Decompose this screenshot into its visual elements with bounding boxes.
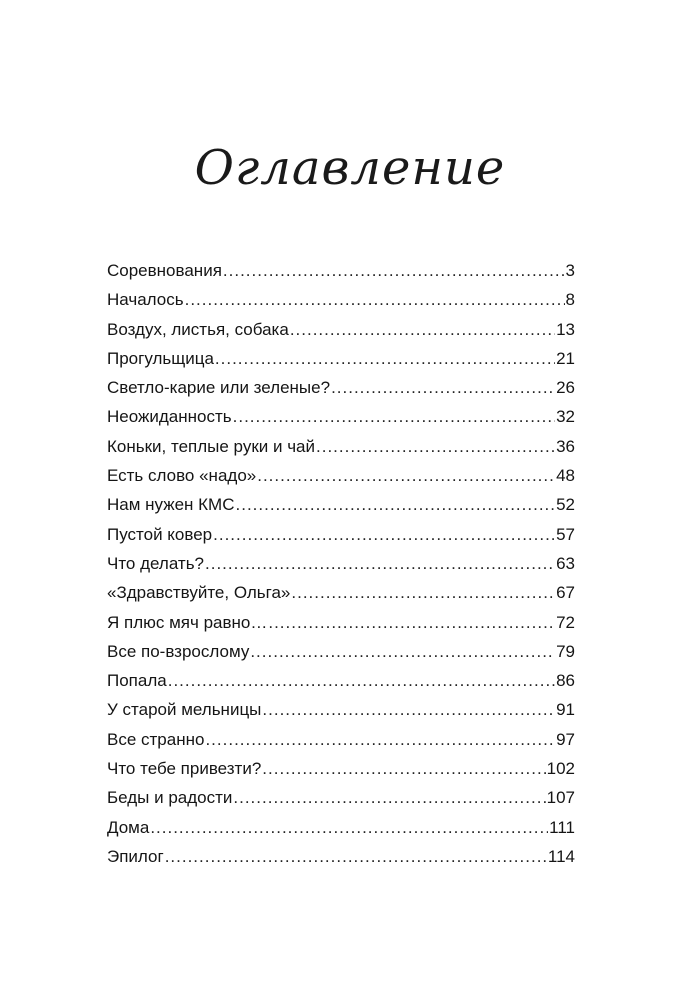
toc-entry-title: Все странно [107,729,205,749]
toc-page-number: 79 [556,641,575,661]
toc-entry [107,608,575,637]
toc-page-number: 52 [556,495,575,515]
toc-page-number: 107 [546,788,575,808]
toc-entry [107,637,575,666]
toc-page-number: 114 [547,846,575,866]
toc-page-number: 8 [565,290,575,310]
toc-entry [107,285,575,314]
toc-entry-title: Я плюс мяч равно… [107,612,268,632]
toc-entry [107,695,575,724]
toc-page-number: 36 [556,436,575,456]
dot-leader [213,520,555,549]
toc-page-number: 57 [556,524,575,544]
table-of-contents [107,256,575,871]
toc-entry [107,666,575,695]
dot-leader [168,666,555,695]
toc-entry [107,783,575,812]
toc-entry-title: Попала [107,671,167,691]
toc-entry-title: Есть слово «надо» [107,466,257,486]
toc-entry-title: У старой мельницы [107,700,262,720]
toc-entry [107,520,575,549]
toc-page-number: 13 [556,319,575,339]
toc-entry-title: Нам нужен КМС [107,495,235,515]
dot-leader [257,461,555,490]
toc-entry-title: Что делать? [107,553,205,573]
toc-entry-title: Что тебе привезти? [107,759,262,779]
dot-leader [250,637,555,666]
toc-entry-title: Началось [107,290,184,310]
dot-leader [223,256,565,285]
dot-leader [316,432,555,461]
dot-leader [268,608,555,637]
toc-entry-title: Светло-карие или зеленые? [107,378,331,398]
toc-entry [107,549,575,578]
toc-entry [107,725,575,754]
toc-page-number: 63 [556,553,575,573]
toc-entry [107,578,575,607]
toc-entry [107,402,575,431]
toc-page-number: 72 [556,612,575,632]
toc-entry [107,813,575,842]
toc-page-number: 102 [546,759,575,779]
toc-entry-title: Дома [107,817,150,837]
dot-leader [185,285,565,314]
toc-page-number: 3 [565,261,575,280]
toc-entry-title: Неожиданность [107,407,232,427]
toc-entry [107,344,575,373]
toc-page-number: 97 [556,729,575,749]
dot-leader [331,373,555,402]
toc-entry-title: Воздух, листья, собака [107,319,289,339]
dot-leader [290,315,555,344]
toc-entry [107,373,575,402]
dot-leader [150,813,548,842]
toc-page-number: 67 [556,583,575,603]
toc-entry-title: Беды и радости [107,788,233,808]
dot-leader [262,695,555,724]
dot-leader [215,344,555,373]
toc-page-number: 91 [556,700,575,720]
toc-entry [107,754,575,783]
toc-entry-title: Соревнования [107,261,222,280]
toc-entry [107,490,575,519]
dot-leader [262,754,545,783]
dot-leader [236,490,556,519]
toc-page-number: 21 [556,348,575,368]
toc-entry [107,315,575,344]
toc-entry-title: Все по-взрослому [107,641,250,661]
toc-entry [107,461,575,490]
toc-entry-title: Пустой ковер [107,524,213,544]
toc-entry-title: Эпилог [107,846,164,866]
toc-entry [107,842,575,871]
dot-leader [205,549,555,578]
dot-leader [205,725,555,754]
toc-page-number: 26 [556,378,575,398]
toc-page-number: 111 [549,817,575,837]
toc-entry-title: Прогульщица [107,348,214,368]
toc-page-number: 86 [556,671,575,691]
toc-page-number: 48 [556,466,575,486]
toc-entry-title: «Здравствуйте, Ольга» [107,583,291,603]
page-title: Оглавление [194,140,506,196]
toc-page-number: 32 [556,407,575,427]
dot-leader [233,783,545,812]
dot-leader [233,402,555,431]
dot-leader [291,578,555,607]
toc-entry-title: Коньки, теплые руки и чай [107,436,316,456]
toc-entry [107,432,575,461]
toc-entry [107,256,575,285]
dot-leader [165,842,547,871]
